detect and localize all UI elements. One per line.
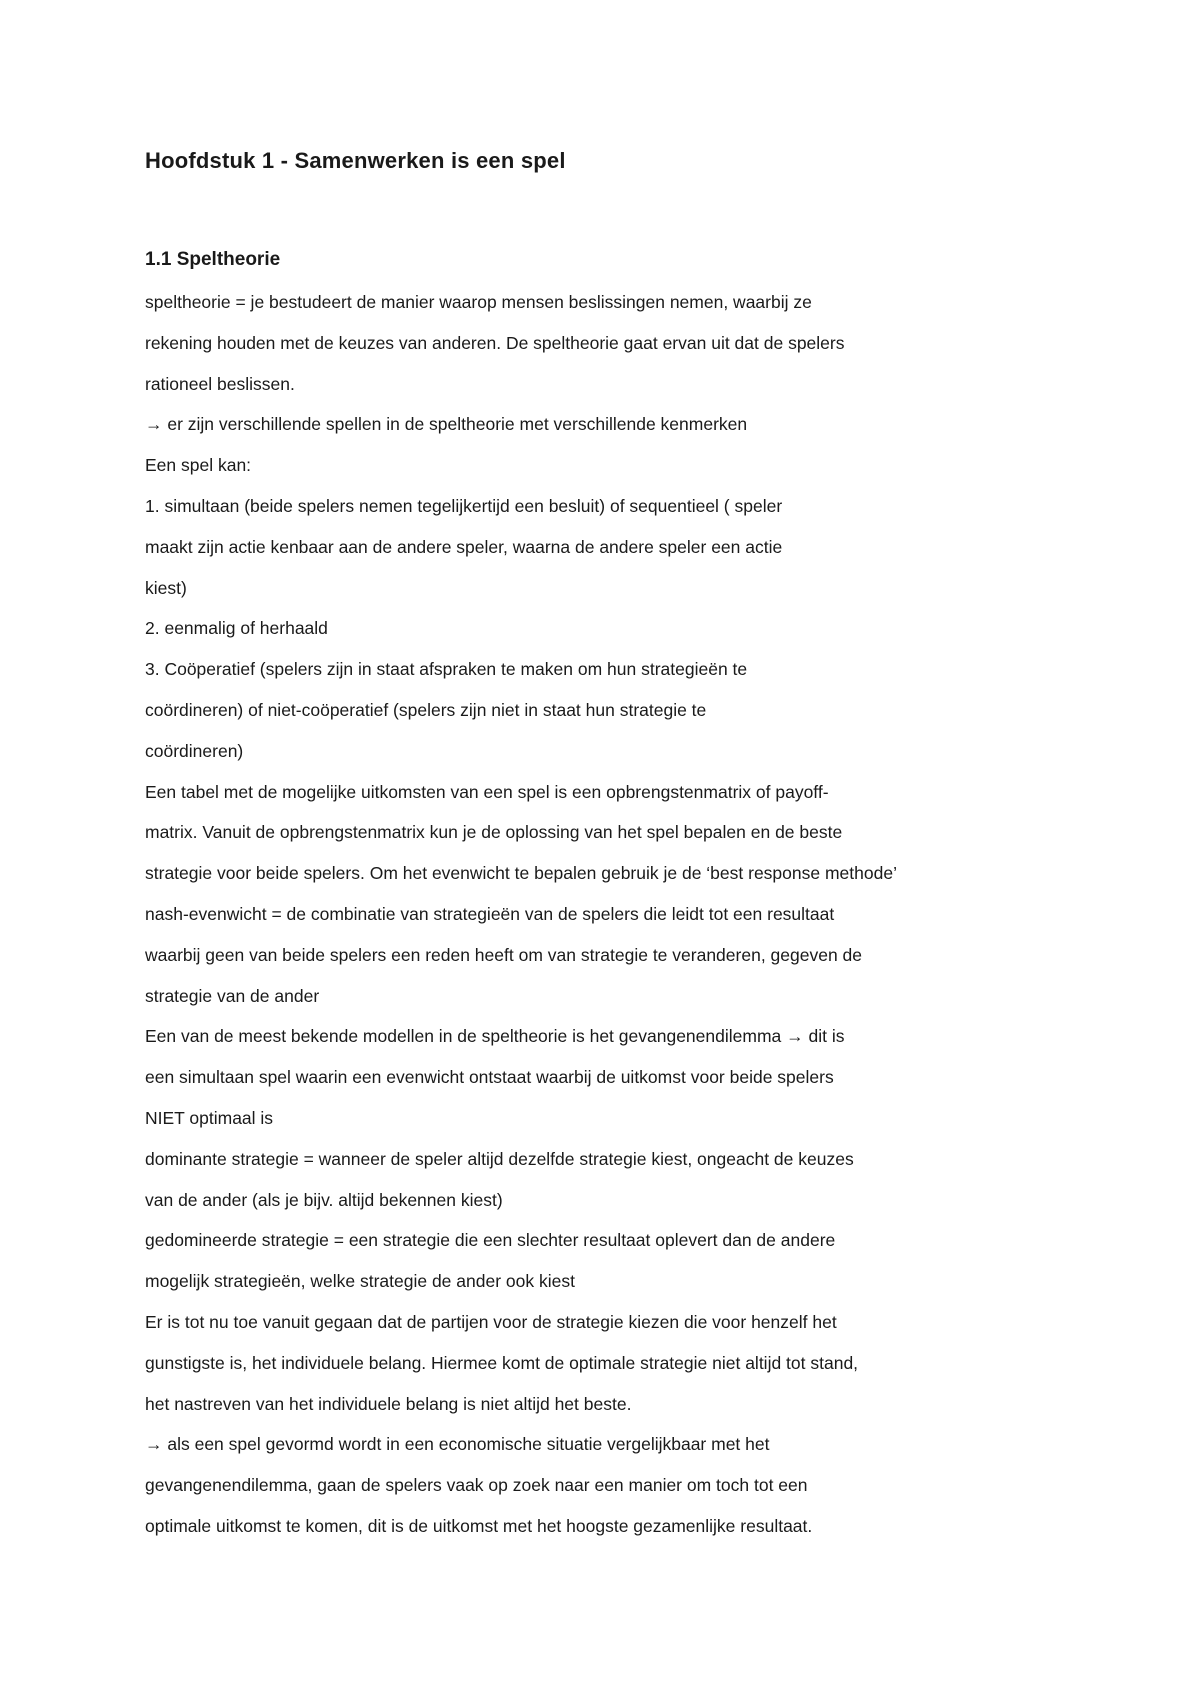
text-line: Er is tot nu toe vanuit gegaan dat de partijen voor de strategie kiezen die voor henzelf het xyxy=(145,1311,837,1332)
text-line: Een van de meest bekende modellen in de speltheorie is het gevangenendilemma → dit is xyxy=(145,1026,845,1047)
text-line: strategie voor beide spelers. Om het evenwicht te bepalen gebruik je de ‘best response methode’ xyxy=(145,863,897,884)
text-line: → als een spel gevormd wordt in een economische situatie vergelijkbaar met het xyxy=(145,1434,770,1455)
text-line: kiest) xyxy=(145,577,187,598)
text-line: 3. Coöperatief (spelers zijn in staat afspraken te maken om hun strategieën te xyxy=(145,659,748,680)
text-line: mogelijk strategieën, welke strategie de ander ook kiest xyxy=(145,1271,575,1292)
text-line: het nastreven van het individuele belang is niet altijd het beste. xyxy=(145,1393,632,1414)
text-line: Een tabel met de mogelijke uitkomsten van een spel is een opbrengstenmatrix of payoff- xyxy=(145,781,829,802)
text-line: Een spel kan: xyxy=(145,455,252,476)
text-line: nash-evenwicht = de combinatie van strategieën van de spelers die leidt tot een resultaat xyxy=(145,903,835,924)
body-text xyxy=(145,290,1065,1555)
text-line: van de ander (als je bijv. altijd bekennen kiest) xyxy=(145,1189,503,1210)
text-line: een simultaan spel waarin een evenwicht ontstaat waarbij de uitkomst voor beide spelers xyxy=(145,1067,834,1088)
text-line: 2. eenmalig of herhaald xyxy=(145,618,328,639)
text-line: optimale uitkomst te komen, dit is de uitkomst met het hoogste gezamenlijke resultaat. xyxy=(145,1515,813,1536)
text-line: → er zijn verschillende spellen in de speltheorie met verschillende kenmerken xyxy=(145,414,748,435)
section-heading: 1.1 Speltheorie xyxy=(145,249,281,270)
text-line: strategie van de ander xyxy=(145,985,320,1006)
text-line: gevangenendilemma, gaan de spelers vaak op zoek naar een manier om toch tot een xyxy=(145,1475,808,1496)
chapter-title: Hoofdstuk 1 - Samenwerken is een spel xyxy=(145,148,566,173)
text-line: coördineren) of niet-coöperatief (spelers zijn niet in staat hun strategie te xyxy=(145,699,707,720)
text-line: NIET optimaal is xyxy=(145,1107,274,1128)
text-line: waarbij geen van beide spelers een reden heeft om van strategie te veranderen, gegeven de xyxy=(145,944,863,965)
text-line: rekening houden met de keuzes van anderen. De speltheorie gaat ervan uit dat de spelers xyxy=(145,332,845,353)
text-line: dominante strategie = wanneer de speler altijd dezelfde strategie kiest, ongeacht de keuzes xyxy=(145,1148,854,1169)
text-line: maakt zijn actie kenbaar aan de andere speler, waarna de andere speler een actie xyxy=(145,536,783,557)
text-line: gedomineerde strategie = een strategie die een slechter resultaat oplevert dan de andere xyxy=(145,1230,836,1251)
text-line: gunstigste is, het individuele belang. Hiermee komt de optimale strategie niet altijd tot stand, xyxy=(145,1352,859,1373)
document-content xyxy=(145,147,1065,1536)
text-line: matrix. Vanuit de opbrengstenmatrix kun je de oplossing van het spel bepalen en de beste xyxy=(145,822,843,843)
text-line: 1. simultaan (beide spelers nemen tegelijkertijd een besluit) of sequentieel ( speler xyxy=(145,495,783,516)
text-line: speltheorie = je bestudeert de manier waarop mensen beslissingen nemen, waarbij ze xyxy=(145,292,812,312)
text-line: rationeel beslissen. xyxy=(145,373,295,394)
text-line: coördineren) xyxy=(145,740,244,761)
